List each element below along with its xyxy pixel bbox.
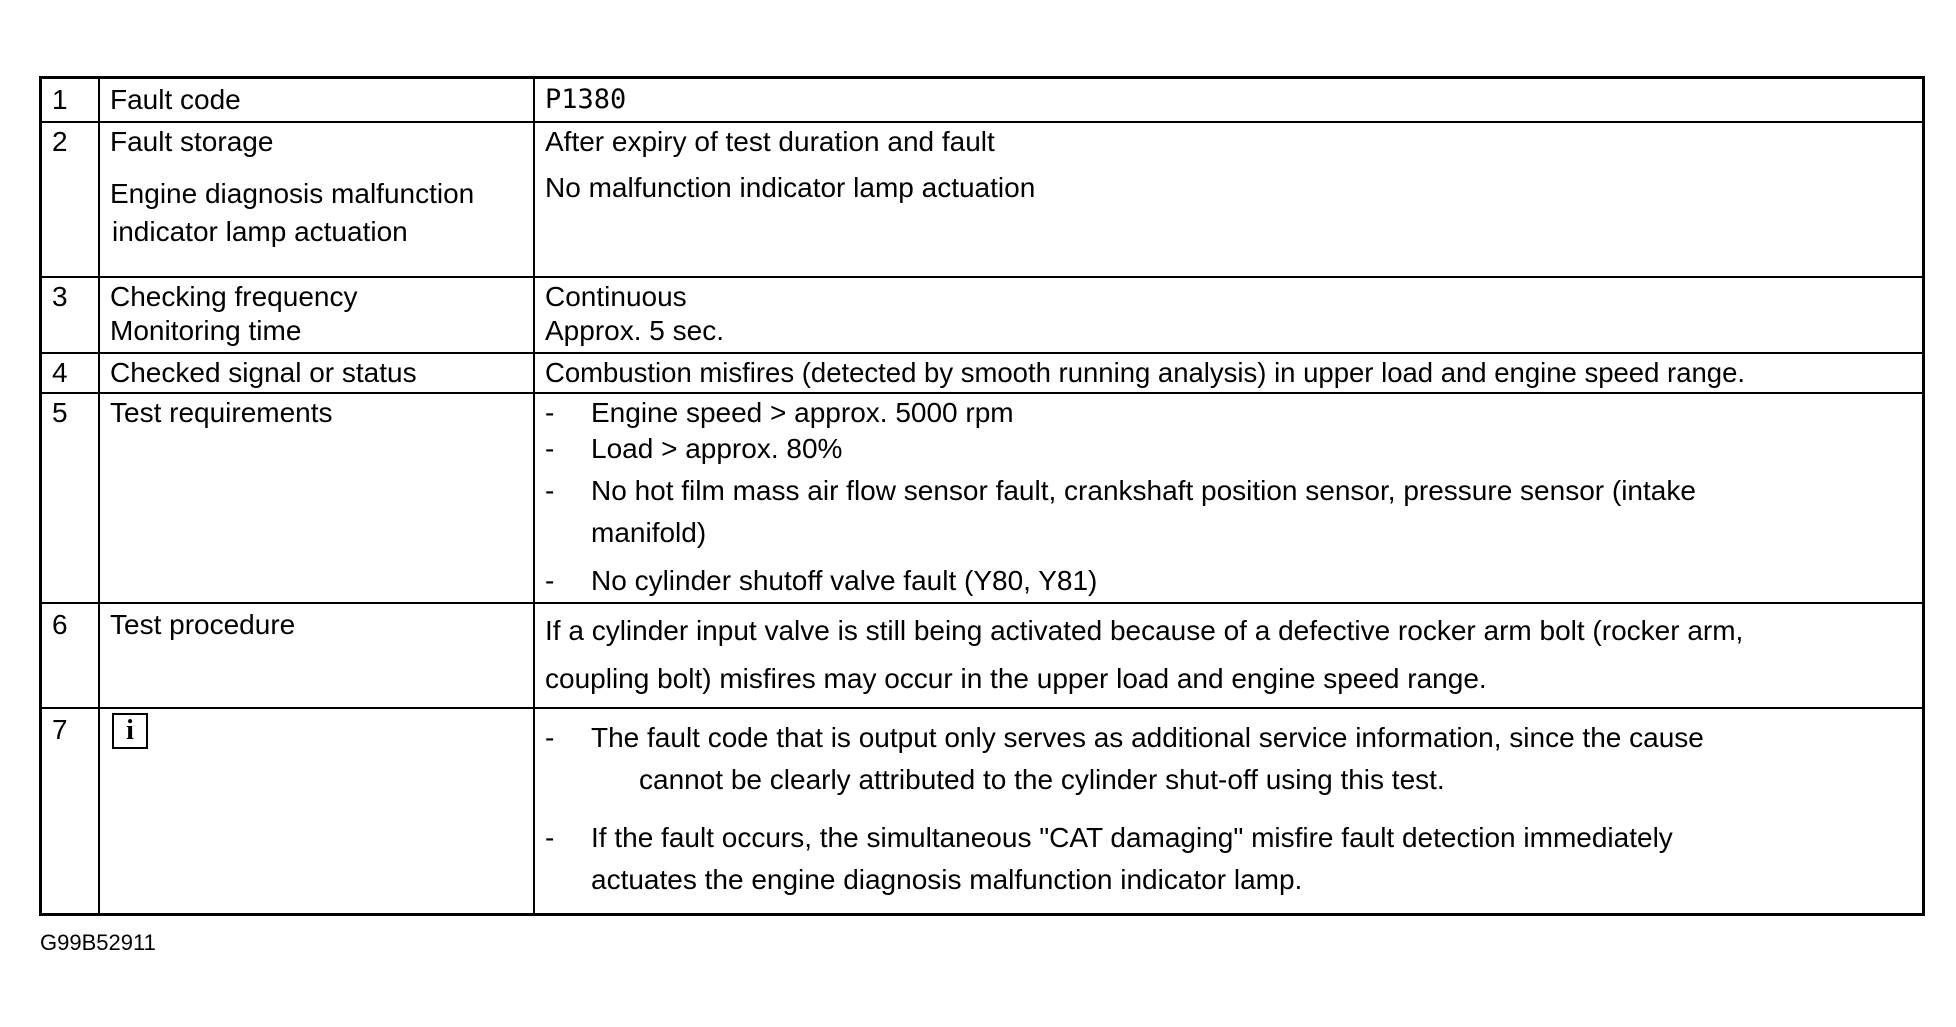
bullet-dash: -	[545, 822, 555, 853]
table-row-1	[42, 79, 1922, 123]
row-number: 3	[52, 281, 68, 312]
table-row-2	[42, 123, 1922, 278]
row-value-secondary: Approx. 5 sec.	[545, 315, 724, 346]
row-number: 1	[52, 84, 68, 115]
bullet-dash: -	[545, 565, 555, 596]
row-label-secondary-cont: indicator lamp actuation	[112, 216, 408, 247]
fault-code-table	[39, 76, 1925, 916]
row-number: 4	[52, 357, 68, 388]
row-number: 5	[52, 397, 68, 428]
list-item: No hot film mass air flow sensor fault, crankshaft position sensor, pressure sensor (intake	[591, 475, 1696, 506]
info-icon: i	[112, 713, 148, 749]
list-item: The fault code that is output only serves as additional service information, since the cause	[591, 722, 1704, 753]
list-item-continuation: actuates the engine diagnosis malfunction indicator lamp.	[591, 864, 1303, 895]
row-value-secondary: No malfunction indicator lamp actuation	[545, 172, 1036, 203]
bullet-dash: -	[545, 722, 555, 753]
row-label: Fault storage	[110, 126, 274, 157]
row-label-secondary: Monitoring time	[110, 315, 302, 346]
table-row-4	[42, 354, 1922, 394]
bullet-dash: -	[545, 475, 555, 506]
figure-id: G99B52911	[40, 930, 156, 955]
list-item: If the fault occurs, the simultaneous "CAT damaging" misfire fault detection immediately	[591, 822, 1673, 853]
list-item: No cylinder shutoff valve fault (Y80, Y81)	[591, 565, 1098, 596]
bullet-dash: -	[545, 433, 555, 464]
row-label-secondary: Engine diagnosis malfunction	[110, 178, 475, 209]
table-row-7	[42, 709, 1922, 913]
row-number: 7	[52, 714, 68, 745]
list-item-continuation: manifold)	[591, 517, 707, 548]
list-item-continuation: cannot be clearly attributed to the cylinder shut-off using this test.	[639, 764, 1445, 795]
row-value: Continuous	[545, 281, 687, 312]
row-label: Test requirements	[110, 397, 333, 428]
list-item: Engine speed > approx. 5000 rpm	[591, 397, 1014, 428]
table-row-5	[42, 394, 1922, 604]
bullet-dash: -	[545, 397, 555, 428]
row-value: After expiry of test duration and fault	[545, 126, 995, 157]
table-row-6	[42, 604, 1922, 709]
table-row-3	[42, 278, 1922, 354]
fault-code-value: P1380	[545, 84, 627, 115]
row-label: Checked signal or status	[110, 357, 417, 388]
row-number: 2	[52, 126, 68, 157]
row-value: If a cylinder input valve is still being activated because of a defective rocker arm bolt (rocker arm,	[545, 615, 1744, 646]
row-label: Test procedure	[110, 609, 296, 640]
row-label: Checking frequency	[110, 281, 358, 312]
row-label: Fault code	[110, 84, 241, 115]
row-number: 6	[52, 609, 68, 640]
row-value-secondary: coupling bolt) misfires may occur in the upper load and engine speed range.	[545, 663, 1487, 694]
list-item: Load > approx. 80%	[591, 433, 843, 464]
row-value: Combustion misfires (detected by smooth running analysis) in upper load and engine speed range.	[545, 357, 1746, 388]
